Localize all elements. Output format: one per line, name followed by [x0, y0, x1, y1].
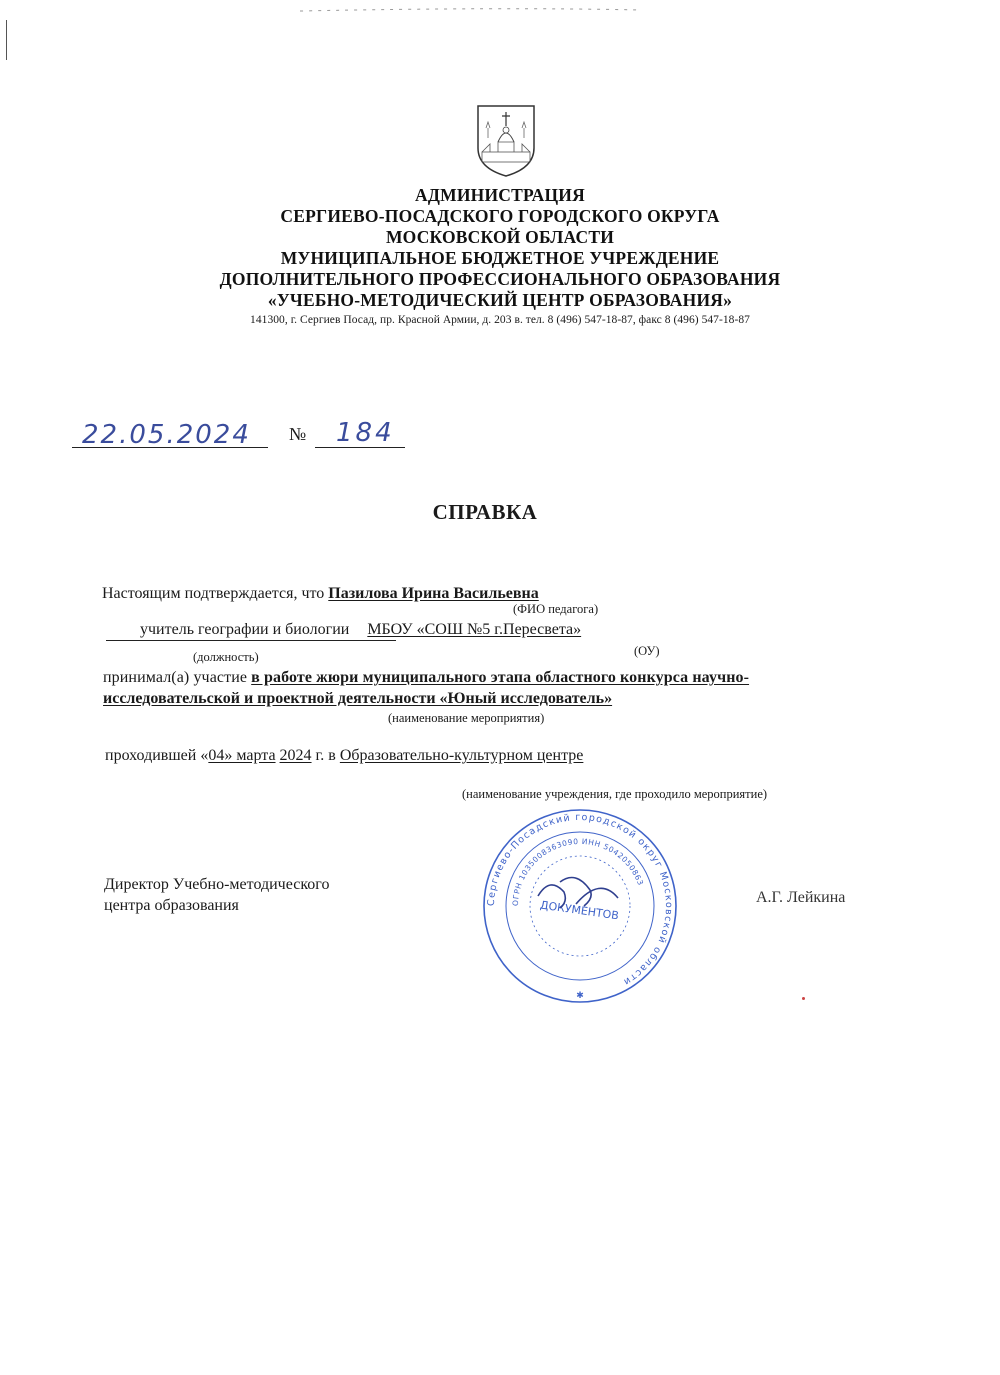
intro-line [102, 584, 539, 604]
scan-speck [802, 997, 805, 1000]
held-prefix: проходившей « [105, 747, 209, 764]
caption-event: (наименование мероприятия) [388, 711, 545, 725]
held-year: 2024 [279, 747, 312, 764]
document-title: СПРАВКА [432, 500, 538, 524]
position-underline [106, 640, 396, 641]
letterhead-line: СЕРГИЕВО-ПОСАДСКОГО ГОРОДСКОГО ОКРУГА [280, 206, 720, 226]
number-underline [315, 447, 405, 448]
teacher-position: учитель географии и биологии [140, 621, 350, 638]
teacher-school: МБОУ «СОШ №5 г.Пересвета» [367, 621, 582, 638]
held-place: Образовательно-культурном центре [339, 747, 584, 764]
official-stamp [480, 806, 680, 1006]
stamp-ogrn-text: ОГРН 1035008363090 ИНН 5042050863 [510, 836, 646, 907]
caption-institution: (наименование учреждения, где проходило мероприятие) [462, 787, 768, 801]
registration-date: 22.05.2024 [82, 420, 251, 450]
number-sign: № [289, 424, 307, 444]
event-name-part2: исследовательской и проектной деятельности «Юный исследователь» [103, 690, 613, 707]
date-underline [72, 447, 268, 448]
coat-of-arms-emblem [476, 104, 536, 178]
letterhead-line: МУНИЦИПАЛЬНОЕ БЮДЖЕТНОЕ УЧРЕЖДЕНИЕ [280, 248, 720, 268]
scan-edge-left [6, 20, 7, 60]
signer-position-line: центра образования [104, 897, 239, 914]
letterhead [0, 185, 1000, 328]
letterhead-line: «УЧЕБНО-МЕТОДИЧЕСКИЙ ЦЕНТР ОБРАЗОВАНИЯ» [267, 290, 733, 310]
signer-position-line: Директор Учебно-методического [104, 876, 330, 893]
teacher-name: Пазилова Ирина Васильевна [328, 585, 539, 602]
position-line [108, 620, 581, 640]
caption-position: (должность) [193, 650, 259, 664]
registration-number: 184 [336, 418, 395, 448]
event-name-part1: в работе жюри муниципального этапа областного конкурса научно- [251, 669, 750, 686]
stamp-outer-text: Сергиево-Посадский городской округ Московской области [485, 811, 675, 988]
signer-position [104, 874, 329, 916]
letterhead-line: ДОПОЛНИТЕЛЬНОГО ПРОФЕССИОНАЛЬНОГО ОБРАЗОВАНИЯ [219, 269, 781, 289]
event-line-1 [103, 668, 749, 688]
letterhead-address: 141300, г. Сергиев Посад, пр. Красной Армии, д. 203 в. тел. 8 (496) 547-18-87, факс 8 (496) 547-18-87 [250, 314, 750, 326]
held-line [105, 746, 583, 766]
letterhead-line: АДМИНИСТРАЦИЯ [415, 185, 585, 205]
held-day: 04» марта [208, 747, 276, 764]
stamp-center-text: ДОКУМЕНТОВ [539, 898, 620, 923]
star-icon: ✱ [576, 990, 584, 1000]
caption-school: (ОУ) [634, 644, 660, 658]
intro-text: Настоящим подтверждается, что [102, 585, 325, 602]
scan-edge-top [0, 0, 1000, 10]
event-line-2 [103, 689, 612, 709]
held-suffix: г. в [311, 747, 340, 764]
caption-fio: (ФИО педагога) [513, 602, 599, 616]
participation-prefix: принимал(а) участие [103, 669, 248, 686]
letterhead-line: МОСКОВСКОЙ ОБЛАСТИ [385, 227, 615, 247]
signer-name: А.Г. Лейкина [756, 889, 846, 906]
